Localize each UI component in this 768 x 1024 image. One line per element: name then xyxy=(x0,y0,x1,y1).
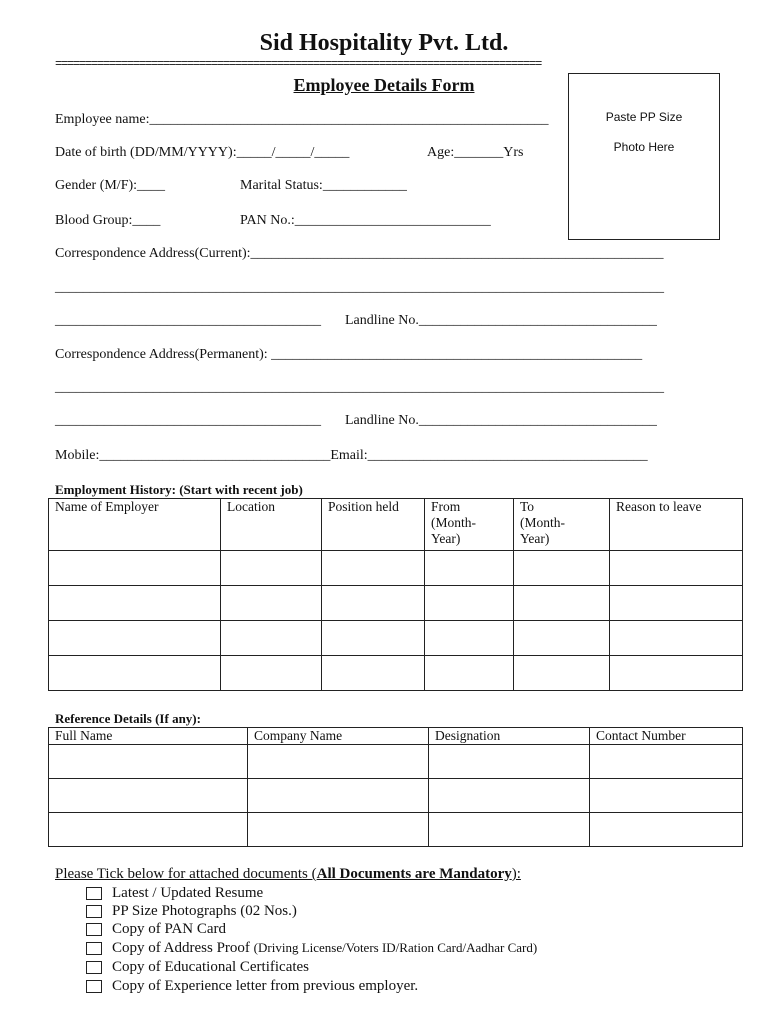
table-header-row xyxy=(49,728,743,745)
permanent-address-field[interactable]: Correspondence Address(Permanent): _____________________________________________________ xyxy=(55,347,643,362)
doc-item-label: Copy of PAN Card xyxy=(112,921,227,937)
to-line: Year) xyxy=(520,531,550,546)
documents-intro-pre: Please Tick below for attached documents ( xyxy=(55,866,317,882)
photo-box-label-2: Photo Here xyxy=(613,140,675,154)
column-header: Contact Number xyxy=(590,728,743,745)
permanent-address-line-3[interactable]: ______________________________________ xyxy=(55,413,321,428)
from-line: Year) xyxy=(431,531,461,546)
checkbox[interactable] xyxy=(86,980,102,993)
doc-item-address-proof[interactable] xyxy=(86,940,537,957)
table-row[interactable] xyxy=(49,586,743,621)
gender-field[interactable]: Gender (M/F):____ xyxy=(55,178,166,193)
mobile-email-field[interactable]: Mobile:_________________________________Email:________________________________________ xyxy=(55,448,648,463)
header-rule: ================================================================================= xyxy=(55,57,542,71)
employment-history-table xyxy=(48,498,743,691)
column-header: Company Name xyxy=(248,728,429,745)
doc-item-photographs[interactable] xyxy=(86,903,297,920)
column-header: Full Name xyxy=(49,728,248,745)
blood-group-field[interactable]: Blood Group:____ xyxy=(55,213,161,228)
to-line: To xyxy=(520,499,535,514)
checkbox[interactable] xyxy=(86,923,102,936)
photo-box[interactable] xyxy=(568,73,720,240)
photo-box-label-1: Paste PP Size xyxy=(605,110,683,124)
checkbox[interactable] xyxy=(86,942,102,955)
reference-details-heading: Reference Details (If any): xyxy=(55,711,201,726)
doc-item-educational[interactable] xyxy=(86,959,309,976)
column-header: Location xyxy=(221,499,322,551)
from-line: From xyxy=(431,499,461,514)
marital-status-field[interactable]: Marital Status:____________ xyxy=(240,178,407,193)
from-line: (Month- xyxy=(431,515,476,530)
table-row[interactable] xyxy=(49,779,743,813)
permanent-address-line-2[interactable]: _______________________________________________________________________________________ xyxy=(55,380,664,395)
column-header-to xyxy=(514,499,610,551)
doc-item-label: Copy of Experience letter from previous employer. xyxy=(112,978,419,994)
company-name: Sid Hospitality Pvt. Ltd. xyxy=(259,30,509,56)
to-line: (Month- xyxy=(520,515,565,530)
doc-item-experience[interactable] xyxy=(86,978,418,995)
doc-item-label: PP Size Photographs (02 Nos.) xyxy=(112,903,297,919)
current-address-line-2[interactable]: _______________________________________________________________________________________ xyxy=(55,280,664,295)
doc-item-pan-card[interactable] xyxy=(86,921,226,938)
reference-details-table xyxy=(48,727,743,847)
documents-intro-bold: All Documents are Mandatory xyxy=(316,866,512,882)
documents-intro-post: ): xyxy=(511,866,521,882)
permanent-landline-field[interactable]: Landline No.__________________________________ xyxy=(345,413,657,428)
table-row[interactable] xyxy=(49,551,743,586)
column-header: Reason to leave xyxy=(610,499,743,551)
table-row[interactable] xyxy=(49,745,743,779)
table-row[interactable] xyxy=(49,656,743,691)
pan-field[interactable]: PAN No.:____________________________ xyxy=(240,213,491,228)
current-address-field[interactable]: Correspondence Address(Current):___________________________________________________________ xyxy=(55,246,664,261)
table-row[interactable] xyxy=(49,813,743,847)
age-field[interactable]: Age:_______Yrs xyxy=(427,145,524,160)
table-header-row xyxy=(49,499,743,551)
current-address-line-3[interactable]: ______________________________________ xyxy=(55,313,321,328)
dob-field[interactable]: Date of birth (DD/MM/YYYY):_____/_____/_____ xyxy=(55,145,350,160)
doc-item-label: Copy of Address Proof xyxy=(112,940,250,956)
column-header: Position held xyxy=(322,499,425,551)
form-title: Employee Details Form xyxy=(293,75,475,95)
checkbox[interactable] xyxy=(86,961,102,974)
checkbox[interactable] xyxy=(86,887,102,900)
employee-name-field[interactable]: Employee name:_________________________________________________________ xyxy=(55,112,549,127)
column-header-from xyxy=(425,499,514,551)
address-proof-detail: (Driving License/Voters ID/Ration Card/Aadhar Card) xyxy=(253,940,538,955)
documents-intro xyxy=(55,866,521,883)
doc-item-label: Latest / Updated Resume xyxy=(112,885,264,901)
column-header: Name of Employer xyxy=(49,499,221,551)
doc-item-label: Copy of Educational Certificates xyxy=(112,959,310,975)
employment-history-heading: Employment History: (Start with recent job) xyxy=(55,482,303,497)
doc-item-resume[interactable] xyxy=(86,885,263,902)
table-row[interactable] xyxy=(49,621,743,656)
checkbox[interactable] xyxy=(86,905,102,918)
current-landline-field[interactable]: Landline No.__________________________________ xyxy=(345,313,657,328)
column-header: Designation xyxy=(429,728,590,745)
